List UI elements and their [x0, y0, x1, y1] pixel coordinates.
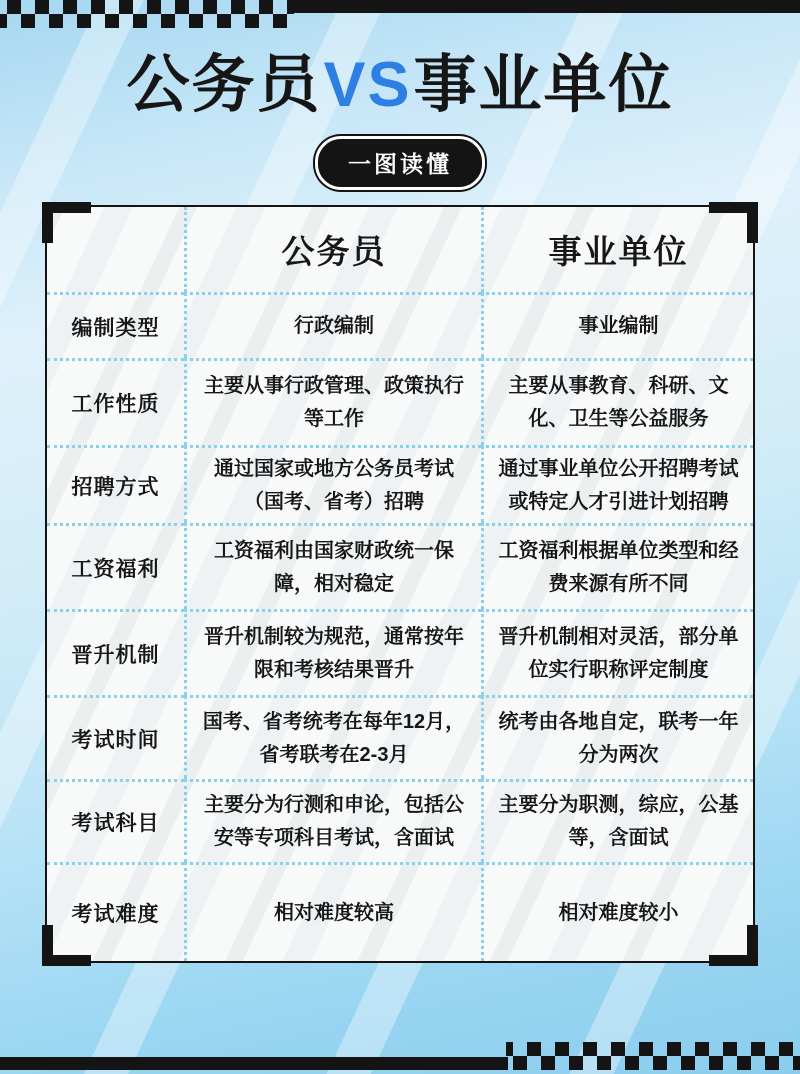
row-label: 考试科目	[47, 779, 184, 862]
subtitle-badge: 一图读懂	[315, 136, 485, 190]
column-header-civil-servant: 公务员	[184, 207, 481, 292]
checker-pattern-top-left	[0, 0, 294, 28]
comparison-card	[45, 205, 755, 963]
cell-public: 相对难度较小	[481, 862, 753, 961]
comparison-table	[47, 207, 753, 961]
page-title	[0, 34, 800, 125]
row-label: 编制类型	[47, 292, 184, 358]
cell-civil: 行政编制	[184, 292, 481, 358]
cell-public: 事业编制	[481, 292, 753, 358]
cell-civil: 主要从事行政管理、政策执行等工作	[184, 358, 481, 445]
title-part-public-institution: 事业单位	[413, 50, 674, 120]
row-label: 招聘方式	[47, 445, 184, 523]
cell-public: 晋升机制相对灵活，部分单位实行职称评定制度	[481, 609, 753, 695]
row-label: 考试难度	[47, 862, 184, 961]
top-black-bar	[292, 0, 800, 13]
corner-bracket-top-left	[42, 202, 91, 243]
cell-civil: 通过国家或地方公务员考试（国考、省考）招聘	[184, 445, 481, 523]
cell-public: 工资福利根据单位类型和经费来源有所不同	[481, 523, 753, 609]
cell-public: 主要从事教育、科研、文化、卫生等公益服务	[481, 358, 753, 445]
column-header-public-institution: 事业单位	[481, 207, 753, 292]
cell-civil: 国考、省考统考在每年12月，省考联考在2-3月	[184, 695, 481, 779]
row-label: 晋升机制	[47, 609, 184, 695]
title-part-civil-servant: 公务员	[126, 50, 322, 120]
bottom-black-bar	[0, 1057, 508, 1070]
row-label: 考试时间	[47, 695, 184, 779]
corner-bracket-bottom-right	[709, 925, 758, 966]
corner-bracket-top-right	[709, 202, 758, 243]
cell-public: 主要分为职测，综应，公基等，含面试	[481, 779, 753, 862]
checker-pattern-bottom-right	[506, 1042, 800, 1070]
cell-public: 通过事业单位公开招聘考试或特定人才引进计划招聘	[481, 445, 753, 523]
cell-public: 统考由各地自定，联考一年分为两次	[481, 695, 753, 779]
row-label: 工资福利	[47, 523, 184, 609]
cell-civil: 主要分为行测和申论，包括公安等专项科目考试，含面试	[184, 779, 481, 862]
cell-civil: 工资福利由国家财政统一保障，相对稳定	[184, 523, 481, 609]
subtitle-badge-wrap	[0, 136, 800, 190]
cell-civil: 晋升机制较为规范，通常按年限和考核结果晋升	[184, 609, 481, 695]
cell-civil: 相对难度较高	[184, 862, 481, 961]
row-label: 工作性质	[47, 358, 184, 445]
title-vs: VS	[323, 50, 412, 120]
corner-bracket-bottom-left	[42, 925, 91, 966]
